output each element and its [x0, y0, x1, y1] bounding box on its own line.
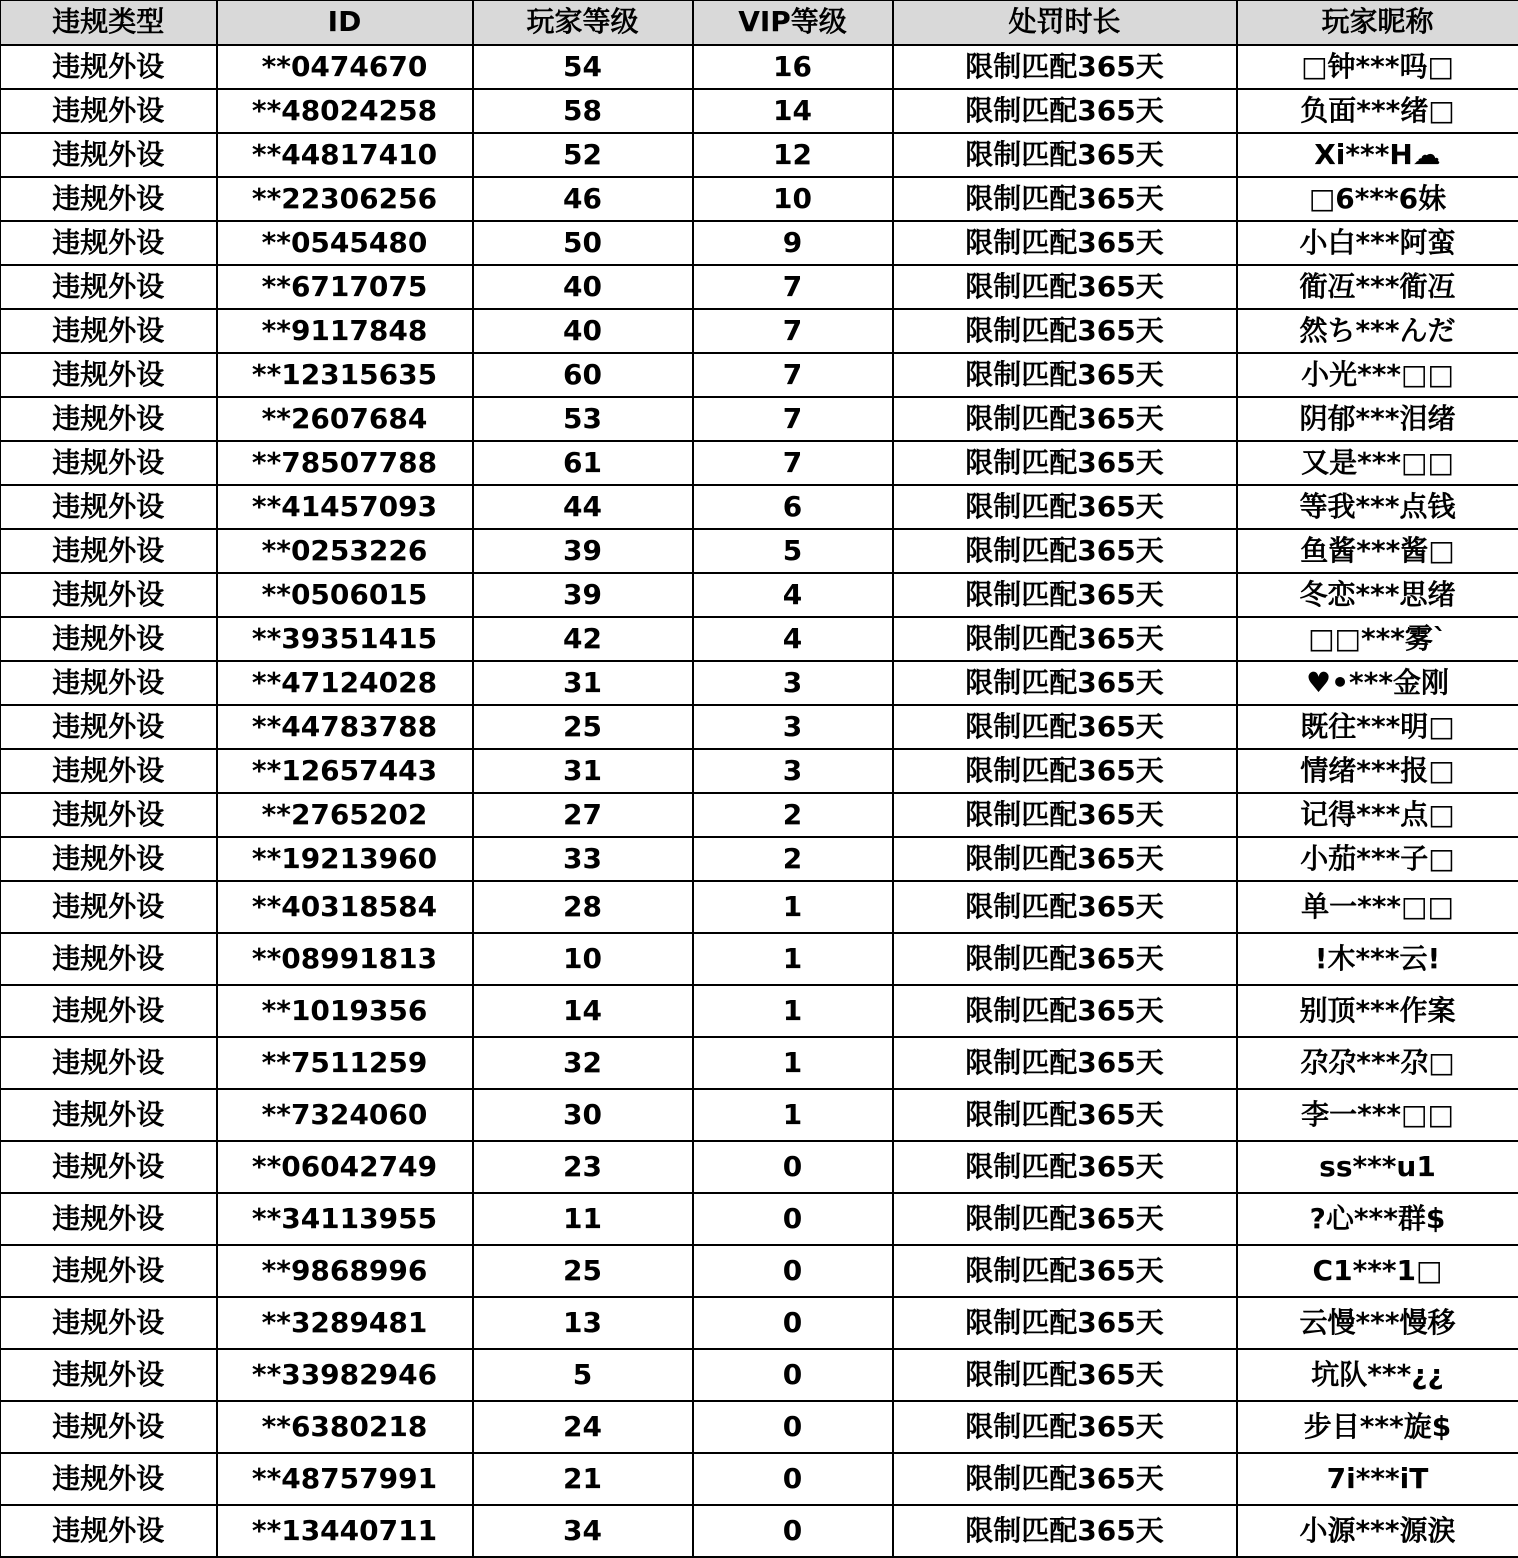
- cell-penalty-duration: 限制匹配365天: [893, 221, 1237, 265]
- cell-penalty-duration: 限制匹配365天: [893, 45, 1237, 89]
- cell-vip-level: 3: [693, 749, 893, 793]
- cell-penalty-duration: 限制匹配365天: [893, 309, 1237, 353]
- cell-player-nickname: ♥•***金刚: [1237, 661, 1518, 705]
- cell-player-level: 52: [473, 133, 693, 177]
- table-row: [1, 309, 1518, 353]
- cell-penalty-duration: 限制匹配365天: [893, 397, 1237, 441]
- cell-penalty-duration: 限制匹配365天: [893, 353, 1237, 397]
- cell-vip-level: 0: [693, 1453, 893, 1505]
- cell-id: **2765202: [217, 793, 473, 837]
- cell-vip-level: 1: [693, 1037, 893, 1089]
- table-row: [1, 133, 1518, 177]
- cell-vip-level: 3: [693, 661, 893, 705]
- cell-vip-level: 12: [693, 133, 893, 177]
- cell-player-nickname: 情绪***报□: [1237, 749, 1518, 793]
- cell-violation-type: 违规外设: [1, 1453, 217, 1505]
- cell-vip-level: 6: [693, 485, 893, 529]
- cell-vip-level: 3: [693, 705, 893, 749]
- table-row: [1, 933, 1518, 985]
- cell-player-nickname: 尕尕***尕□: [1237, 1037, 1518, 1089]
- cell-penalty-duration: 限制匹配365天: [893, 837, 1237, 881]
- table-row: [1, 1037, 1518, 1089]
- header-player-level: 玩家等级: [473, 1, 693, 45]
- cell-penalty-duration: 限制匹配365天: [893, 793, 1237, 837]
- cell-player-level: 31: [473, 749, 693, 793]
- cell-id: **0506015: [217, 573, 473, 617]
- cell-player-level: 33: [473, 837, 693, 881]
- cell-player-nickname: □钟***吗□: [1237, 45, 1518, 89]
- cell-id: **19213960: [217, 837, 473, 881]
- cell-vip-level: 7: [693, 397, 893, 441]
- table-row: [1, 221, 1518, 265]
- cell-vip-level: 0: [693, 1141, 893, 1193]
- cell-player-level: 46: [473, 177, 693, 221]
- cell-player-level: 39: [473, 573, 693, 617]
- cell-penalty-duration: 限制匹配365天: [893, 1089, 1237, 1141]
- cell-vip-level: 9: [693, 221, 893, 265]
- cell-penalty-duration: 限制匹配365天: [893, 933, 1237, 985]
- cell-player-nickname: 单一***□□: [1237, 881, 1518, 933]
- cell-player-level: 58: [473, 89, 693, 133]
- cell-player-nickname: 小白***阿蛮: [1237, 221, 1518, 265]
- cell-vip-level: 7: [693, 353, 893, 397]
- table-row: [1, 1297, 1518, 1349]
- table-row: [1, 749, 1518, 793]
- cell-id: **40318584: [217, 881, 473, 933]
- cell-player-nickname: ?心***群$: [1237, 1193, 1518, 1245]
- cell-player-nickname: 小源***源涙: [1237, 1505, 1518, 1557]
- cell-penalty-duration: 限制匹配365天: [893, 89, 1237, 133]
- cell-violation-type: 违规外设: [1, 705, 217, 749]
- header-row: [1, 1, 1518, 45]
- cell-id: **0545480: [217, 221, 473, 265]
- cell-player-level: 61: [473, 441, 693, 485]
- cell-vip-level: 0: [693, 1505, 893, 1557]
- cell-violation-type: 违规外设: [1, 1089, 217, 1141]
- cell-id: **3289481: [217, 1297, 473, 1349]
- table-row: [1, 441, 1518, 485]
- cell-vip-level: 7: [693, 441, 893, 485]
- cell-player-level: 54: [473, 45, 693, 89]
- cell-violation-type: 违规外设: [1, 1037, 217, 1089]
- cell-id: **44783788: [217, 705, 473, 749]
- cell-id: **48024258: [217, 89, 473, 133]
- cell-penalty-duration: 限制匹配365天: [893, 881, 1237, 933]
- table-row: [1, 573, 1518, 617]
- cell-player-nickname: ss***u1: [1237, 1141, 1518, 1193]
- table-row: [1, 89, 1518, 133]
- cell-player-nickname: 既往***明□: [1237, 705, 1518, 749]
- cell-id: **2607684: [217, 397, 473, 441]
- cell-player-level: 50: [473, 221, 693, 265]
- cell-player-level: 11: [473, 1193, 693, 1245]
- cell-violation-type: 违规外设: [1, 1245, 217, 1297]
- cell-violation-type: 违规外设: [1, 1505, 217, 1557]
- cell-player-nickname: □6***6妹: [1237, 177, 1518, 221]
- table-row: [1, 1089, 1518, 1141]
- cell-vip-level: 4: [693, 617, 893, 661]
- cell-vip-level: 16: [693, 45, 893, 89]
- cell-violation-type: 违规外设: [1, 617, 217, 661]
- cell-player-level: 60: [473, 353, 693, 397]
- cell-penalty-duration: 限制匹配365天: [893, 1297, 1237, 1349]
- cell-vip-level: 7: [693, 265, 893, 309]
- cell-player-level: 13: [473, 1297, 693, 1349]
- cell-id: **12657443: [217, 749, 473, 793]
- cell-violation-type: 违规外设: [1, 793, 217, 837]
- cell-player-nickname: 小光***□□: [1237, 353, 1518, 397]
- cell-player-nickname: !木***云!: [1237, 933, 1518, 985]
- cell-vip-level: 1: [693, 881, 893, 933]
- cell-violation-type: 违规外设: [1, 985, 217, 1037]
- cell-player-nickname: 云慢***慢移: [1237, 1297, 1518, 1349]
- header-penalty-duration: 处罚时长: [893, 1, 1237, 45]
- cell-penalty-duration: 限制匹配365天: [893, 617, 1237, 661]
- cell-player-nickname: □□***雾`: [1237, 617, 1518, 661]
- cell-violation-type: 违规外设: [1, 837, 217, 881]
- cell-player-level: 28: [473, 881, 693, 933]
- cell-id: **7511259: [217, 1037, 473, 1089]
- cell-vip-level: 10: [693, 177, 893, 221]
- cell-player-level: 21: [473, 1453, 693, 1505]
- cell-penalty-duration: 限制匹配365天: [893, 1401, 1237, 1453]
- cell-player-level: 42: [473, 617, 693, 661]
- cell-violation-type: 违规外设: [1, 177, 217, 221]
- cell-id: **7324060: [217, 1089, 473, 1141]
- cell-violation-type: 违规外设: [1, 1141, 217, 1193]
- table-row: [1, 661, 1518, 705]
- cell-player-nickname: 记得***点□: [1237, 793, 1518, 837]
- cell-player-nickname: 等我***点钱: [1237, 485, 1518, 529]
- cell-penalty-duration: 限制匹配365天: [893, 265, 1237, 309]
- cell-id: **9117848: [217, 309, 473, 353]
- cell-penalty-duration: 限制匹配365天: [893, 529, 1237, 573]
- cell-player-level: 34: [473, 1505, 693, 1557]
- cell-player-nickname: 7i***iT: [1237, 1453, 1518, 1505]
- cell-player-level: 44: [473, 485, 693, 529]
- cell-vip-level: 5: [693, 529, 893, 573]
- cell-violation-type: 违规外设: [1, 933, 217, 985]
- cell-penalty-duration: 限制匹配365天: [893, 1193, 1237, 1245]
- header-vip-level: VIP等级: [693, 1, 893, 45]
- cell-violation-type: 违规外设: [1, 45, 217, 89]
- table-row: [1, 1505, 1518, 1557]
- cell-violation-type: 违规外设: [1, 1193, 217, 1245]
- cell-player-nickname: 负面***绪□: [1237, 89, 1518, 133]
- table-row: [1, 793, 1518, 837]
- table-row: [1, 1245, 1518, 1297]
- cell-vip-level: 1: [693, 933, 893, 985]
- cell-player-level: 10: [473, 933, 693, 985]
- cell-id: **47124028: [217, 661, 473, 705]
- cell-violation-type: 违规外设: [1, 529, 217, 573]
- cell-player-nickname: 坑队***¿¿: [1237, 1349, 1518, 1401]
- cell-player-level: 24: [473, 1401, 693, 1453]
- cell-violation-type: 违规外设: [1, 397, 217, 441]
- cell-id: **34113955: [217, 1193, 473, 1245]
- table-row: [1, 265, 1518, 309]
- cell-id: **06042749: [217, 1141, 473, 1193]
- table-row: [1, 881, 1518, 933]
- table-row: [1, 1141, 1518, 1193]
- cell-violation-type: 违规外设: [1, 881, 217, 933]
- cell-id: **6717075: [217, 265, 473, 309]
- header-player-nickname: 玩家昵称: [1237, 1, 1518, 45]
- cell-penalty-duration: 限制匹配365天: [893, 1453, 1237, 1505]
- cell-player-level: 23: [473, 1141, 693, 1193]
- cell-vip-level: 7: [693, 309, 893, 353]
- table-row: [1, 1193, 1518, 1245]
- cell-id: **33982946: [217, 1349, 473, 1401]
- table-row: [1, 397, 1518, 441]
- cell-vip-level: 0: [693, 1245, 893, 1297]
- cell-player-level: 39: [473, 529, 693, 573]
- cell-penalty-duration: 限制匹配365天: [893, 1141, 1237, 1193]
- cell-violation-type: 违规外设: [1, 1349, 217, 1401]
- cell-id: **78507788: [217, 441, 473, 485]
- cell-penalty-duration: 限制匹配365天: [893, 441, 1237, 485]
- cell-violation-type: 违规外设: [1, 353, 217, 397]
- cell-violation-type: 违规外设: [1, 1401, 217, 1453]
- cell-player-nickname: 步目***旋$: [1237, 1401, 1518, 1453]
- cell-vip-level: 1: [693, 985, 893, 1037]
- cell-vip-level: 14: [693, 89, 893, 133]
- table-row: [1, 45, 1518, 89]
- cell-vip-level: 4: [693, 573, 893, 617]
- cell-player-nickname: 衜冱***衜冱: [1237, 265, 1518, 309]
- header-violation-type: 违规类型: [1, 1, 217, 45]
- cell-violation-type: 违规外设: [1, 133, 217, 177]
- cell-player-level: 32: [473, 1037, 693, 1089]
- cell-violation-type: 违规外设: [1, 485, 217, 529]
- cell-player-nickname: 小茄***子□: [1237, 837, 1518, 881]
- table-row: [1, 985, 1518, 1037]
- cell-vip-level: 0: [693, 1297, 893, 1349]
- header-id: ID: [217, 1, 473, 45]
- table-row: [1, 705, 1518, 749]
- table-row: [1, 837, 1518, 881]
- cell-id: **39351415: [217, 617, 473, 661]
- cell-player-level: 40: [473, 309, 693, 353]
- cell-penalty-duration: 限制匹配365天: [893, 485, 1237, 529]
- cell-player-level: 14: [473, 985, 693, 1037]
- table-row: [1, 529, 1518, 573]
- cell-player-nickname: 李一***□□: [1237, 1089, 1518, 1141]
- table-body: [1, 45, 1518, 1557]
- cell-player-nickname: 阴郁***泪绪: [1237, 397, 1518, 441]
- cell-vip-level: 0: [693, 1349, 893, 1401]
- table-row: [1, 177, 1518, 221]
- cell-violation-type: 违规外设: [1, 221, 217, 265]
- table-row: [1, 1401, 1518, 1453]
- cell-penalty-duration: 限制匹配365天: [893, 573, 1237, 617]
- cell-id: **9868996: [217, 1245, 473, 1297]
- cell-vip-level: 0: [693, 1401, 893, 1453]
- cell-penalty-duration: 限制匹配365天: [893, 985, 1237, 1037]
- cell-player-level: 25: [473, 1245, 693, 1297]
- cell-vip-level: 2: [693, 837, 893, 881]
- cell-id: **1019356: [217, 985, 473, 1037]
- cell-id: **0253226: [217, 529, 473, 573]
- cell-penalty-duration: 限制匹配365天: [893, 1349, 1237, 1401]
- cell-id: **41457093: [217, 485, 473, 529]
- cell-id: **13440711: [217, 1505, 473, 1557]
- cell-player-level: 30: [473, 1089, 693, 1141]
- cell-violation-type: 违规外设: [1, 309, 217, 353]
- cell-id: **6380218: [217, 1401, 473, 1453]
- cell-penalty-duration: 限制匹配365天: [893, 1037, 1237, 1089]
- cell-violation-type: 违规外设: [1, 573, 217, 617]
- table-row: [1, 1349, 1518, 1401]
- table-row: [1, 1453, 1518, 1505]
- cell-id: **44817410: [217, 133, 473, 177]
- cell-player-level: 40: [473, 265, 693, 309]
- cell-id: **12315635: [217, 353, 473, 397]
- cell-penalty-duration: 限制匹配365天: [893, 705, 1237, 749]
- cell-vip-level: 2: [693, 793, 893, 837]
- cell-player-level: 5: [473, 1349, 693, 1401]
- cell-vip-level: 1: [693, 1089, 893, 1141]
- cell-id: **0474670: [217, 45, 473, 89]
- cell-player-level: 27: [473, 793, 693, 837]
- cell-penalty-duration: 限制匹配365天: [893, 1245, 1237, 1297]
- cell-penalty-duration: 限制匹配365天: [893, 749, 1237, 793]
- cell-player-level: 25: [473, 705, 693, 749]
- cell-id: **22306256: [217, 177, 473, 221]
- cell-player-level: 31: [473, 661, 693, 705]
- cell-player-nickname: 别顶***作案: [1237, 985, 1518, 1037]
- cell-player-nickname: C1***1□: [1237, 1245, 1518, 1297]
- cell-player-level: 53: [473, 397, 693, 441]
- cell-player-nickname: Xi***H☁: [1237, 133, 1518, 177]
- cell-violation-type: 违规外设: [1, 441, 217, 485]
- cell-penalty-duration: 限制匹配365天: [893, 133, 1237, 177]
- cell-violation-type: 违规外设: [1, 89, 217, 133]
- cell-id: **48757991: [217, 1453, 473, 1505]
- table-row: [1, 485, 1518, 529]
- cell-player-nickname: 又是***□□: [1237, 441, 1518, 485]
- cell-player-nickname: 然ち***んだ: [1237, 309, 1518, 353]
- cell-vip-level: 0: [693, 1193, 893, 1245]
- cell-player-nickname: 鱼酱***酱□: [1237, 529, 1518, 573]
- cell-penalty-duration: 限制匹配365天: [893, 661, 1237, 705]
- cell-penalty-duration: 限制匹配365天: [893, 177, 1237, 221]
- cell-violation-type: 违规外设: [1, 265, 217, 309]
- cell-penalty-duration: 限制匹配365天: [893, 1505, 1237, 1557]
- cell-violation-type: 违规外设: [1, 661, 217, 705]
- cell-violation-type: 违规外设: [1, 749, 217, 793]
- cell-player-nickname: 冬恋***思绪: [1237, 573, 1518, 617]
- table-row: [1, 617, 1518, 661]
- cell-violation-type: 违规外设: [1, 1297, 217, 1349]
- cell-id: **08991813: [217, 933, 473, 985]
- table-row: [1, 353, 1518, 397]
